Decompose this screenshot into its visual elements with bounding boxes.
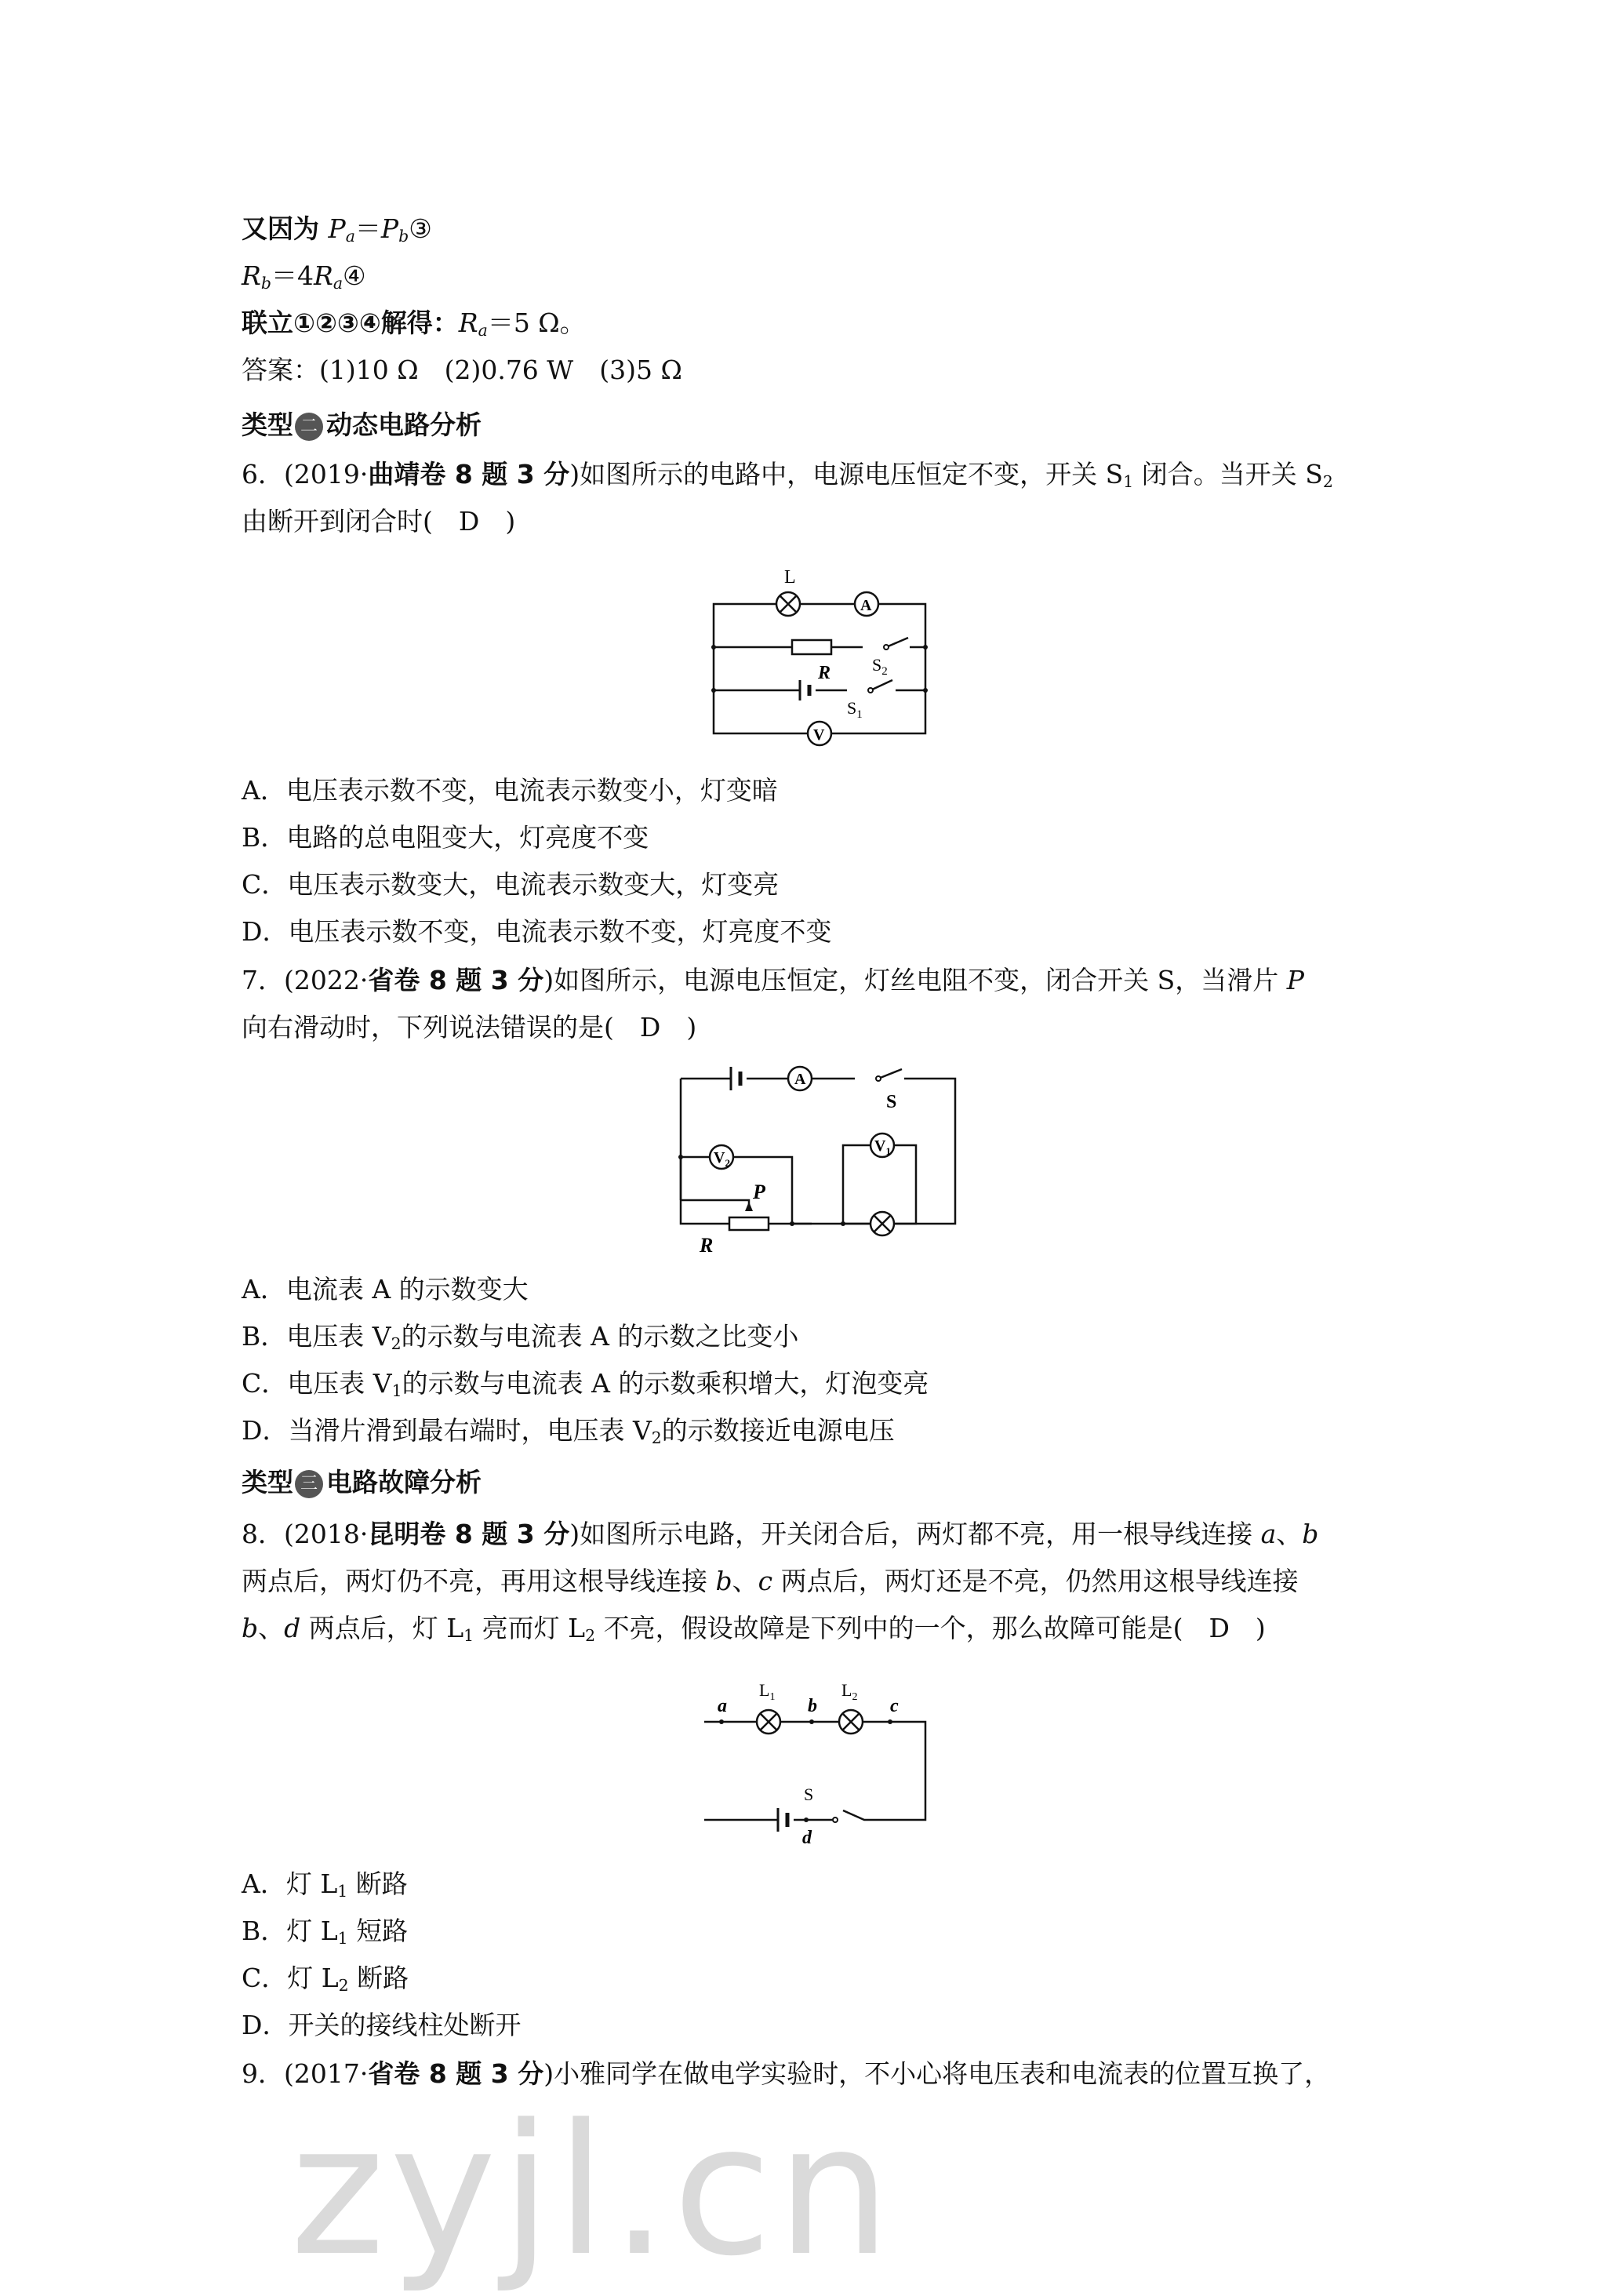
label-ammeter: A [794,1071,806,1088]
sub: 2 [1322,472,1333,492]
var: a [1260,1519,1277,1549]
q7-option-b [242,1319,798,1354]
label-d: d [802,1828,812,1848]
q7-option-a: A．电流表 A 的示数变大 [242,1274,529,1304]
circled-mark: ④ [343,260,366,291]
var: d [284,1613,301,1643]
q7-wire-right [792,1145,916,1224]
label-b: b [808,1696,817,1716]
switch-s2-terminal-icon [884,645,889,650]
var: b [1302,1519,1319,1549]
junction-dot [711,645,716,650]
text: B．灯 L [242,1916,338,1946]
intro-line-1 [242,212,432,246]
label-voltmeter: V [813,726,825,744]
source: 省卷 8 题 3 分 [368,965,544,995]
text: C．电压表 V [242,1368,392,1399]
text: 、 [1276,1519,1303,1549]
text: ＝4 [271,260,314,291]
label-s1: $S_1$ [847,698,863,721]
junction-dot [923,688,928,693]
junction-dot [841,1221,845,1226]
junction-dot [711,688,716,693]
q6-option-b: B．电路的总电阻变大，灯亮度不变 [242,822,649,853]
q7-circuit-figure [667,1059,965,1263]
text: 两点后，两灯仍不亮，再用这根导线连接 [242,1566,716,1596]
label-switch: S [804,1785,814,1804]
label-slider-p: P [753,1181,765,1203]
q7-line-2: 向右滑动时，下列说法错误的是( D ) [242,1012,697,1042]
circled-mark: ③ [409,213,432,244]
q8-line-1 [242,1517,1318,1552]
var: R [458,307,478,338]
text: 联立①②③④解得： [242,307,459,338]
type-prefix: 类型 [242,409,293,440]
var: P [380,213,399,244]
label-v1: $V_1$ [874,1137,891,1157]
terminal-b [809,1719,814,1724]
text: 、 [258,1613,285,1643]
sub: b [398,227,409,246]
q6-option-d: D．电压表示数不变，电流表示数不变，灯亮度不变 [242,916,832,947]
var: R [313,260,333,291]
text: 7．(2022· [242,965,369,995]
sub: 1 [391,1381,402,1401]
var: P [1286,965,1304,995]
type-header-3 [242,1465,482,1500]
q8-option-a [242,1867,408,1901]
sub: a [478,321,488,340]
q6-circuit-figure [690,561,941,749]
type-badge: 二 [295,413,323,441]
text: 6．(2019· [242,459,369,489]
type-title: 电路故障分析 [326,1467,482,1497]
terminal-d [804,1818,809,1822]
text: 的示数与电流表 A 的示数乘积增大，灯泡变亮 [402,1368,929,1399]
junction-dot [923,645,928,650]
q8-circuit-figure [690,1663,941,1851]
text: )如图所示，电源电压恒定，灯丝电阻不变，闭合开关 S，当滑片 [543,965,1287,995]
type-badge: 三 [295,1470,323,1498]
q7-option-d [242,1414,895,1448]
sub: 2 [651,1428,662,1448]
text: 8．(2018· [242,1519,369,1549]
q6-option-a: A．电压表示数不变，电流表示数变小，灯变暗 [242,775,778,806]
label-switch: S [886,1092,897,1112]
sub: 2 [338,1976,349,1996]
sub: a [345,227,355,246]
switch-terminal-icon [833,1818,838,1822]
sub: 2 [585,1626,596,1646]
switch-terminal-icon [876,1076,881,1081]
text: 两点后，两灯还是不亮，仍然用这根导线连接 [772,1566,1299,1596]
resistor-icon [792,640,831,654]
sub: 2 [391,1334,402,1354]
label-rheostat: R [700,1234,714,1257]
q6-line-1 [242,457,1333,492]
var: R [242,260,261,291]
q8-line-3 [242,1611,1266,1646]
text: 、 [732,1566,758,1596]
answer-line: 答案：(1)10 Ω (2)0.76 W (3)5 Ω [242,355,682,385]
text: 的示数与电流表 A 的示数之比变小 [401,1321,799,1352]
label-ammeter: A [860,597,872,614]
q8-wire-loop [704,1722,925,1820]
label-a: a [718,1696,727,1716]
sub: 1 [463,1626,474,1646]
text: 两点后，灯 L [300,1613,464,1643]
text: 9．(2017· [242,2058,369,2089]
text: D．当滑片滑到最右端时，电压表 V [242,1415,652,1446]
var: b [242,1613,259,1643]
watermark: zyjl.cn [290,2087,896,2296]
source: 昆明卷 8 题 3 分 [368,1519,570,1549]
var: P [328,213,346,244]
text: 短路 [347,1916,409,1946]
text: )如图所示电路，开关闭合后，两灯都不亮，用一根导线连接 [569,1519,1261,1549]
sub: a [333,274,343,293]
text: 闭合。当开关 S [1133,459,1323,489]
label-c: c [890,1696,899,1716]
text: ＝ [354,213,381,244]
text: )如图所示的电路中，电源电压恒定不变，开关 S [569,459,1124,489]
intro-line-2 [242,259,366,293]
q6-line-2: 由断开到闭合时( D ) [242,506,516,537]
q8-option-d: D．开关的接线柱处断开 [242,2010,522,2040]
text: ＝5 Ω。 [487,307,586,338]
rheostat-icon [729,1217,769,1230]
terminal-a [719,1719,724,1724]
var: c [758,1566,773,1596]
source: 曲靖卷 8 题 3 分 [368,459,570,489]
type-prefix: 类型 [242,1467,293,1497]
text: C．灯 L [242,1963,339,1993]
sub: 1 [1123,472,1134,492]
var: b [715,1566,732,1596]
type-title: 动态电路分析 [326,409,482,440]
text: 断路 [348,1963,409,1993]
junction-dot [678,1155,683,1159]
text: 断路 [347,1868,408,1899]
slider-arrow-icon [745,1202,753,1211]
sub: 1 [337,1882,348,1901]
q8-option-c [242,1961,409,1996]
text: B．电压表 V [242,1321,391,1352]
text: A．灯 L [242,1868,338,1899]
q7-wire-left [681,1079,792,1224]
source: 省卷 8 题 3 分 [368,2058,544,2089]
type-header-2 [242,408,482,442]
intro-line-3 [242,306,586,340]
q7-option-c [242,1366,929,1401]
sub: 1 [337,1929,348,1949]
label-l1: $L_1$ [759,1680,776,1703]
text: 又因为 [242,213,329,244]
text: 的示数接近电源电压 [661,1415,895,1446]
label-v2: $V_2$ [714,1149,730,1169]
label-lamp: L [784,567,796,588]
sub: b [260,274,271,293]
label-s2: $S_2$ [872,655,888,678]
text: )小雅同学在做电学实验时，不小心将电压表和电流表的位置互换了， [543,2058,1331,2089]
terminal-c [888,1719,892,1724]
label-l2: $L_2$ [841,1680,858,1703]
q6-option-c: C．电压表示数变大，电流表示数变大，灯变亮 [242,869,780,900]
switch-s1-terminal-icon [868,688,873,693]
label-resistor: R [818,663,831,683]
junction-dot [790,1221,794,1226]
text: 亮而灯 L [474,1613,586,1643]
text: 不亮，假设故障是下列中的一个，那么故障可能是( D ) [595,1613,1266,1643]
q8-option-b [242,1914,408,1949]
q8-line-2 [242,1564,1299,1599]
q7-line-1 [242,963,1304,998]
